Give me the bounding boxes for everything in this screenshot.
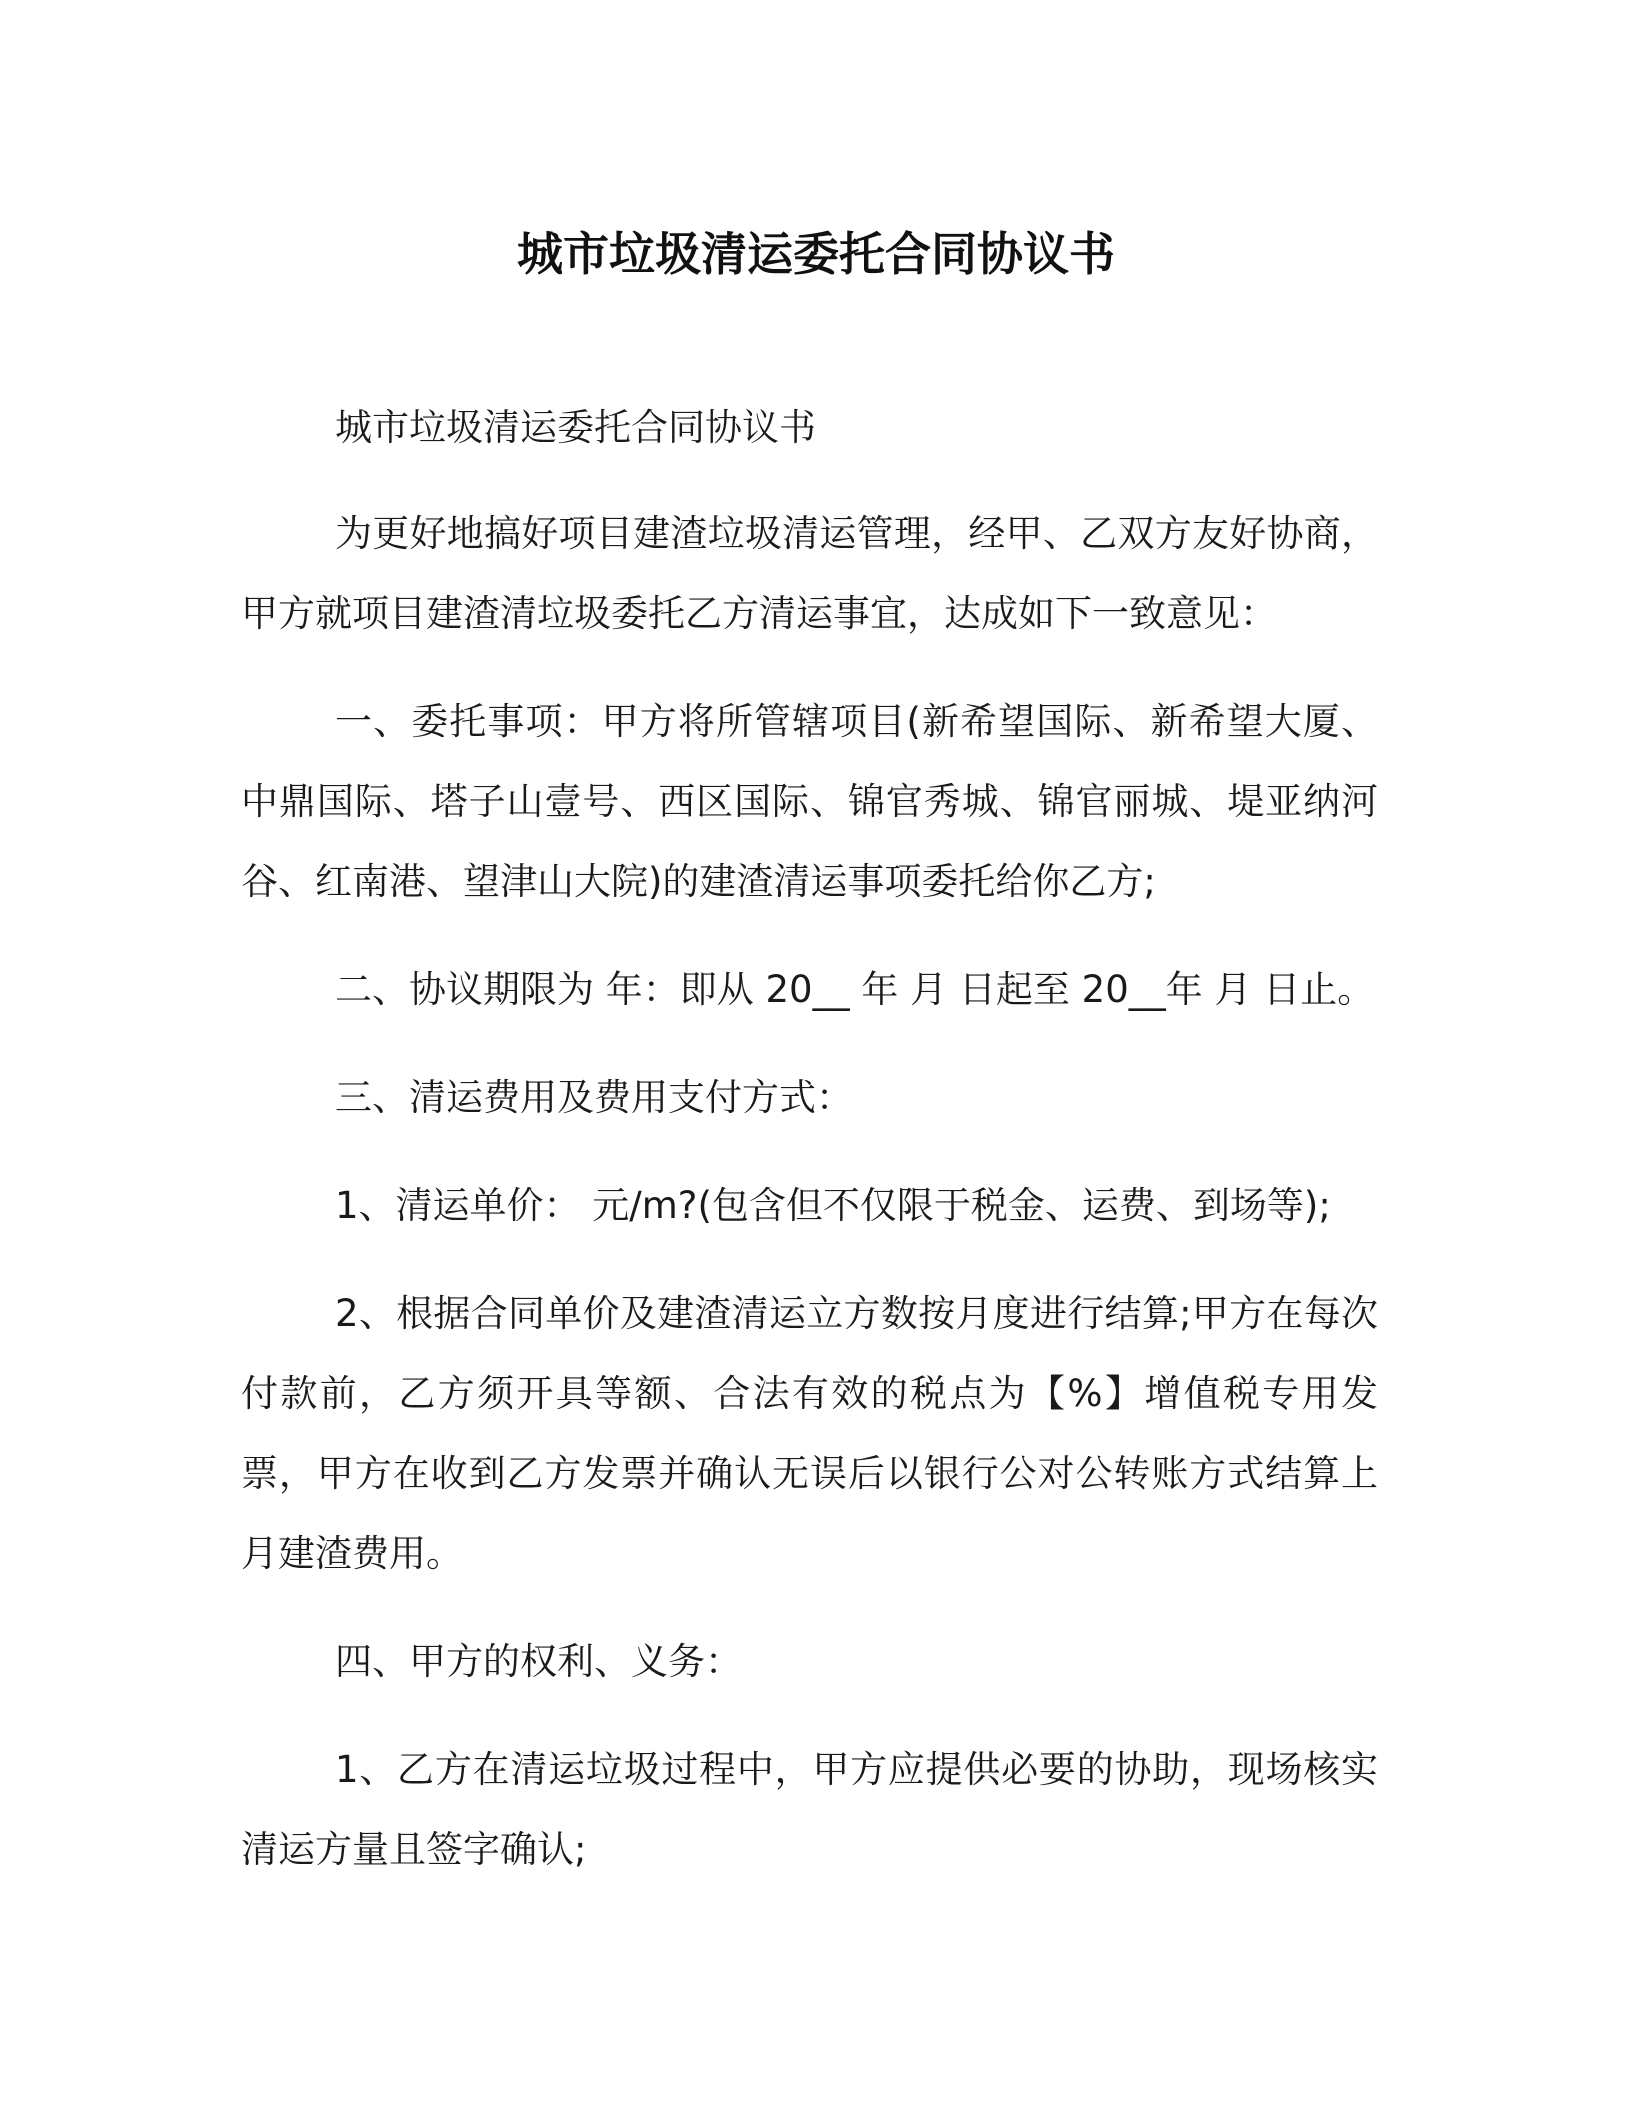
paragraph-section-3-item-2: 2、根据合同单价及建渣清运立方数按月度进行结算;甲方在每次付款前，乙方须开具等额、合法有效的税点为【%】增值税专用发票，甲方在收到乙方发票并确认无误后以银行公对公转账方式结算上月建渣费用。 [241, 1292, 1378, 1575]
paragraph-section-4-item-1: 1、乙方在清运垃圾过程中，甲方应提供必要的协助，现场核实清运方量且签字确认; [241, 1748, 1378, 1871]
paragraph-subtitle: 城市垃圾清运委托合同协议书 [335, 406, 816, 449]
paragraph-intro: 为更好地搞好项目建渣垃圾清运管理，经甲、乙双方友好协商，甲方就项目建渣清垃圾委托乙方清运事宜，达成如下一致意见： [241, 512, 1378, 635]
document-title: 城市垃圾清运委托合同协议书 [517, 227, 1115, 281]
paragraph-section-3-item-1: 1、清运单价： 元/m?(包含但不仅限于税金、运费、到场等); [335, 1184, 1331, 1227]
document-body [241, 388, 1378, 1918]
paragraph-section-2-term: 二、协议期限为 年：即从 20__ 年 月 日起至 20__年 月 日止。 [335, 968, 1375, 1011]
paragraph-section-1-entrusted-matters: 一、委托事项：甲方将所管辖项目(新希望国际、新希望大厦、中鼎国际、塔子山壹号、西区国际、锦官秀城、锦官丽城、堤亚纳河谷、红南港、望津山大院)的建渣清运事项委托给你乙方; [241, 700, 1378, 903]
paragraph-section-4-heading: 四、甲方的权利、义务： [335, 1640, 742, 1683]
paragraph-section-3-heading: 三、清运费用及费用支付方式： [335, 1076, 853, 1119]
